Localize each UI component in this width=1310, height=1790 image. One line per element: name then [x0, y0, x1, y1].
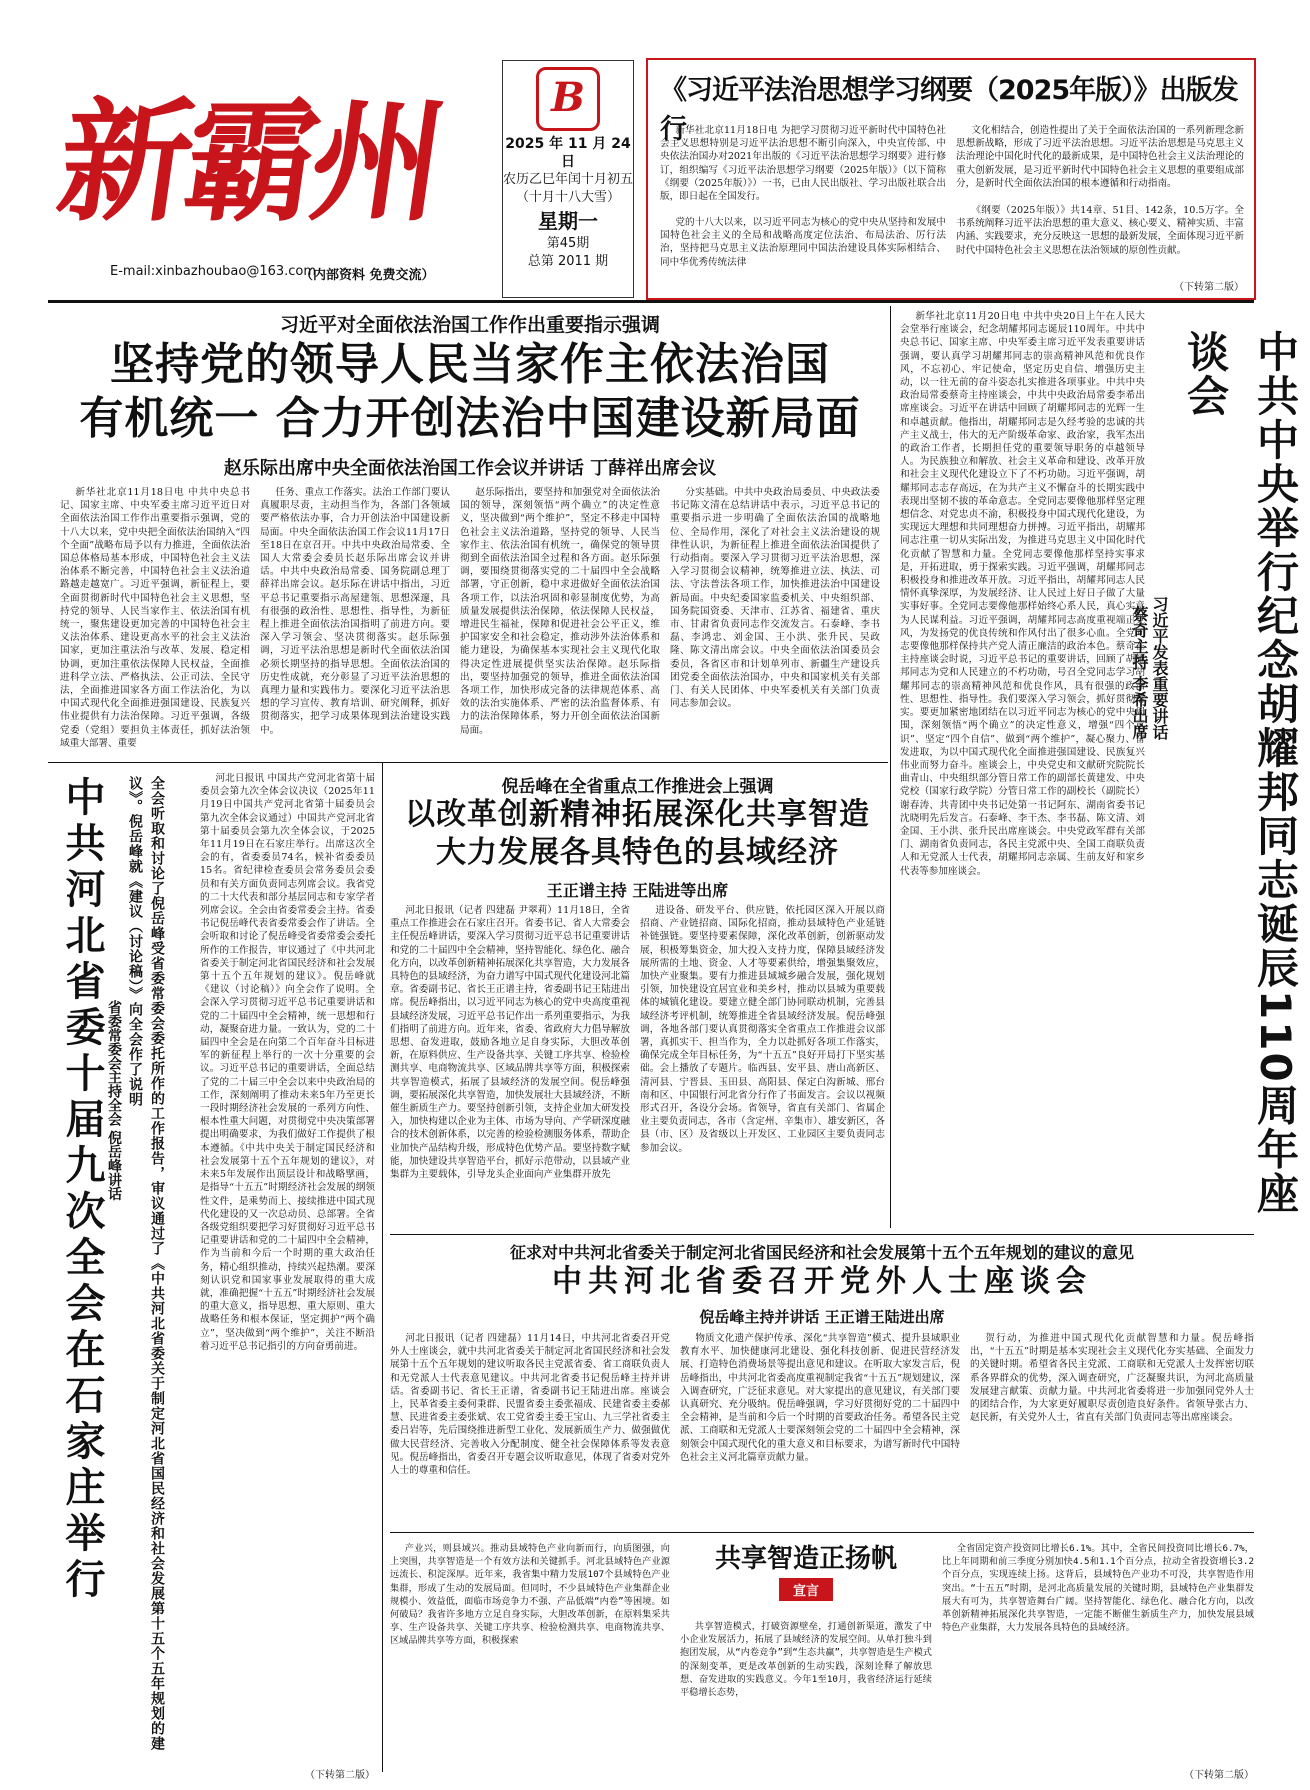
bazhou-logo-icon: B	[536, 67, 600, 131]
county-subhead: 王正谱主持 王陆进等出席	[546, 881, 729, 900]
top-story-col1: 新华社北京11月18日电 为把学习贯彻习近平新时代中国特色社会主义思想特别是习近平法治思想不断引向深入，中央宣传部、中央依法治国办对2021年出版的《习近平法治思想学习纲要》进行修订，组织编写《习近平法治思想学习纲要（2025年版）》（以下简称《纲要（2025年版）》）一书，已由人民出版社、学习出版社联合出版，即日起在全国发行。	[660, 125, 946, 203]
masthead-rule	[48, 300, 1254, 303]
commentary-byline: 宣言	[779, 1578, 833, 1601]
lead-headline-line2: 有机统一 合力开创法治中国建设新局面	[79, 393, 861, 444]
consult-col1: 河北日报讯（记者 四建磊）11月14日，中共河北省委召开党外人士座谈会，就中共河北省委关于制定河北省国民经济和社会发展第十五个五年规划的建议听取各民主党派省委、省工商联负责人和无党派人士代表意见建议。中共河北省委书记倪岳峰主持并讲话。省委副书记、省长王正谱，省委副书记王陆进出席。座谈会上，民革省委主委何秉群、民盟省委主委张福成、民建省委主委郝慧、民进省委主委张斌、农工党省委主委王宝山、九三学社省委主委吕岩等，先后围绕推进新型工业化、发展新质生产力、做强做优做大民营经济、完善收入分配制度、健全社会保障体系等发表意见。倪岳峰指出，省委召开专题会议听取意见，体现了省委对党外人士的尊重和信任。	[390, 1333, 670, 1477]
lower-rule	[390, 1234, 1254, 1235]
commentary-continued: （下转第二版）	[1184, 1770, 1254, 1781]
top-story-col2b: 《纲要（2025年版）》共14章、51目、142条，10.5万字。全书系统阐释习近平法治思想的重大意义、核心要义、精神实质、丰富内涵、实践要求，充分反映这一思想的最新发展，全面体现习近平新时代中国特色社会主义思想在法治领域的原创性贡献。	[956, 205, 1244, 256]
lead-col3: 赵乐际指出，要坚持和加强党对全面依法治国的领导，深刻领悟“两个确立”的决定性意义，坚决做到“两个维护”，坚定不移走中国特色社会主义法治道路，坚持党的领导、人民当家作主、依法治国有机统一，确保党的领导贯彻到全面依法治国全过程和各方面。赵乐际强调，要围绕贯彻落实党的二十届四中全会战略部署，守正创新，稳中求进做好全面依法治国各项工作，以法治巩固和彰显制度优势，为高质量发展提供法治保障，依法保障人民权益，增进民生福祉，保障和促进社会公平正义，维护国家安全和社会稳定，推动涉外法治体系和能力建设，为确保基本实现社会主义现代化取得决定性进展提供坚实法治保障。赵乐际指出，要坚持加强党的领导，推进全面依法治国各项工作，加快形成完备的法律规范体系、高效的法治实施体系、严密的法治监督体系、有力的法治保障体系，努力开创全面依法治国新局面。	[460, 487, 660, 736]
plenum-headline: 中共河北省委十届九次全会在石家庄举行	[59, 776, 105, 1604]
commentary-col3: 全省固定资产投资同比增长6.1%。其中，全省民间投资同比增长6.7%，比上年同期和前三季度分别加快4.5和1.1个百分点，拉动全省投资增长3.2个百分点，实现连续上扬。这背后，县域特色产业功不可没，共享智造作用突出。“十五五”时期，是河北高质量发展的关键时期，县域特色产业集群发展大有可为，共享智造舞台广阔。坚持智能化、绿色化、融合化方向，以改革创新精神拓展深化共享智造，一定能不断催生新质生产力，加快发展县域特色产业集群，大力发展各具特色的县域经济。	[942, 1543, 1254, 1634]
plenum-sub2: 省委常委会主持全会 倪岳峰讲话	[106, 1000, 122, 1201]
top-story-box	[646, 58, 1256, 300]
plenum-sub1: 全会听取和讨论了倪岳峰受省委常委会委托所作的工作报告，审议通过了《中共河北省委关于制定河北省国民经济和社会发展第十五个五年规划的建议》。倪岳峰就《建议（讨论稿）》向全会作了说明	[127, 776, 165, 1751]
top-story-continued: （下转第二版）	[1174, 282, 1244, 293]
consult-headline: 中共河北省委召开党外人士座谈会	[552, 1264, 1092, 1299]
lead-col4: 分实基础。中共中央政治局委员、中央政法委书记陈文清在总结讲话中表示，习近平总书记的重要指示进一步明确了全面依法治国的战略地位、全局作用，深化了对社会主义法治建设的规律性认识，为新征程上推进全面依法治国提供了行动指南。要深入学习贯彻习近平法治思想，深入学习贯彻会议精神，统筹推进立法、执法、司法、守法普法各项工作，加快推进法治中国建设新局面。中央纪委国家监委机关、中央组织部、国务院国资委、天津市、江苏省、福建省、重庆市、甘肃省负责同志作交流发言。石泰峰、李书磊、李鸿忠、刘金国、王小洪、张升民、吴政隆、陈文清出席会议。中央全面依法治国委员会委员，各省区市和计划单列市、新疆生产建设兵团党委全面依法治国办，中央和国家机关有关部门、有关人民团体、中央军委机关有关部门负责同志参加会议。	[670, 487, 880, 710]
side-story-sub2: 蔡奇主持 李希出席	[1130, 606, 1149, 740]
lead-headline-line1: 坚持党的领导人民当家作主依法治国	[110, 339, 830, 390]
consult-col3: 贺行动，为推进中国式现代化贡献智慧和力量。倪岳峰指出，“十五五”时期是基本实现社会主义现代化夯实基础、全面发力的关键时期。希望省各民主党派、工商联和无党派人士发挥密切联系各界群众的优势，深入调查研究，广泛凝聚共识，为河北高质量发展建言献策、贡献力量。中共河北省委将进一步加强同党外人士的团结合作，为大家更好履职尽责创造良好条件。省领导张古力、赵民新，有关党外人士，省直有关部门负责同志等出席座谈会。	[970, 1333, 1254, 1424]
total-issue-number: 总第 2011 期	[527, 254, 609, 269]
commentary-col2: 共享智造模式，打破资源壁垒，打通创新渠道，激发了中小企业发展活力，拓展了县域经济的发展空间。从单打独斗到抱团发展，从“内卷竞争”到“生态共赢”，共享智造是生产模式的深刻变革，更是改革创新的生动实践，深刻诠释了解放思想、奋发进取的实践意义。今年1至10月，我省经济运行延续平稳增长态势，	[680, 1621, 932, 1699]
date-box	[502, 60, 634, 298]
consult-col2: 物质文化遗产保护传承、深化“共享智造”模式、提升县域职业教育水平、加快健康河北建设、强化科技创新、促进民营经济发展、打造特色消费场景等提出意见和建议。在听取大家发言后，倪岳峰指出，中共河北省委高度重视制定我省“十五五”规划建议，深入调查研究，广泛征求意见。对大家提出的意见建议，有关部门要认真研究、充分吸纳。倪岳峰强调，学习好贯彻好党的二十届四中全会精神，是当前和今后一个时期的首要政治任务。希望各民主党派、工商联和无党派人士要深刻领会党的二十届四中全会精神，深刻领会中国式现代化的重大意义和目标要求，为谱写新时代中国特色社会主义河北篇章贡献力量。	[680, 1333, 960, 1463]
commentary-title-box	[680, 1540, 932, 1614]
side-story-body: 新华社北京11月20日电 中共中央20日上午在人民大会堂举行座谈会，纪念胡耀邦同志诞辰110周年。中共中央总书记、国家主席、中央军委主席习近平发表重要讲话强调，要认真学习胡耀邦同志的崇高精神风范和优良作风，不忘初心、牢记使命，坚定历史自信、增强历史主动，以一往无前的奋斗姿态扎实推进各项事业。中共中央政治局常委蔡奇主持座谈会，中共中央政治局常委李希出席座谈会。习近平在讲话中回顾了胡耀邦同志的光辉一生和卓越贡献。他指出，胡耀邦同志是久经考验的忠诚的共产主义战士，伟大的无产阶级革命家、政治家，我军杰出的政治工作者，长期担任党的重要领导职务的卓越领导人。为民族独立和解放、社会主义革命和建设、改革开放和社会主义现代化建设立下了不朽功勋。习近平强调，胡耀邦同志志存高远，在为共产主义不懈奋斗的长期实践中表现出坚韧不拔的革命意志。全党同志要像他那样坚定理想信念、对党忠贞不渝，积极投身中国式现代化建设，为实现远大理想和共同理想奋力拼搏。习近平指出，胡耀邦同志注重一切从实际出发，为推进马克思主义中国化时代化贡献了智慧和力量。全党同志要像他那样坚持实事求是，开拓进取，勇于探索实践。习近平强调，胡耀邦同志积极投身和推进改革开放。习近平指出，胡耀邦同志人民情怀真挚深厚，为发展经济、让人民过上好日子做了大量实事好事。全党同志要像他那样始终心系人民，真心实意为人民谋利益。习近平强调，胡耀邦同志高度重视端正党风，为发扬党的优良传统和作风付出了很多心血。全党同志要像他那样保持共产党人清正廉洁的政治本色。蔡奇在主持座谈会时说，习近平总书记的重要讲话，回顾了胡耀邦同志为党和人民建立的不朽功勋，号召全党同志学习胡耀邦同志的崇高精神风范和优良作风，具有很强的政治性、思想性、指导性。我们要深入学习领会，抓好贯彻落实。要更加紧密地团结在以习近平同志为核心的党中央周围，深刻领悟“两个确立”的决定性意义，增强“四个意识”、坚定“四个自信”、做到“两个维护”，凝心聚力、奋发进取，为以中国式现代化全面推进强国建设、民族复兴伟业而努力奋斗。座谈会上，中央党史和文献研究院院长曲青山、中央组织部分管日常工作的副部长黄建发、中央党校（国家行政学院）分管日常工作的副校长（副院长）谢春涛、共青团中央书记处第一书记阿东、湖南省委书记沈晓明先后发言。石泰峰、李干杰、李书磊、陈文清、刘金国、王小洪、张升民出席座谈会。中央党政军群有关部门、湖南省负责同志，各民主党派中央、全国工商联负责人和无党派人士代表，胡耀邦同志亲属、生前友好和家乡代表等参加座谈会。	[900, 311, 1145, 877]
top-story-col1b: 党的十八大以来，以习近平同志为核心的党中央从坚持和发展中国特色社会主义的全局和战略高度定位法治、布局法治、厉行法治，坚持把马克思主义法治原理同中国法治建设具体实际相结合、同中华优秀传统法律	[660, 217, 946, 268]
commentary-col1: 产业兴，则县域兴。推动县域特色产业向新而行，向质图强，向上突围，共享智造是一个有效方法和关键抓手。河北县域特色产业源远流长、积淀深厚。近年来，我省集中精力发展107个县域特色产业集群，形成了生动的发展局面。但同时，不少县域特色产业集群企业规模小、效益低，面临市场竞争力不强、产品低端“内卷”等困境。如何破局？我省许多地方立足自身实际，大胆改革创新，在原料集采共享、生产设备共享、关键工序共享、检验检测共享、电商物流共享、区域品牌共享等方面，积极探索	[390, 1543, 670, 1647]
left-divider	[382, 762, 383, 1772]
consult-subhead: 倪岳峰主持并讲话 王正谱王陆进出席	[699, 1308, 945, 1326]
bottom-rule	[390, 1532, 1254, 1533]
lead-subhead: 赵乐际出席中央全面依法治国工作会议并讲话 丁薛祥出席会议	[223, 458, 717, 479]
masthead-email: E-mail:xinbazhoubao@163.com	[110, 264, 317, 279]
county-headline-line1: 以改革创新精神拓展深化共享智造	[405, 797, 870, 832]
side-divider	[890, 306, 891, 1228]
lunar-date: 农历乙巳年闰十月初五	[503, 172, 634, 187]
newspaper-title: 新霸州	[49, 85, 449, 240]
plenum-body: 河北日报讯 中国共产党河北省第十届委员会第九次全体会议决议（2025年11月19日中国共产党河北省第十届委员会第九次全体会议通过）中国共产党河北省第十届委员会第九次全体会议，于2025年11月19日在石家庄举行。出席这次全会的有，省委委员74名，候补省委委员15名。省纪律检查委员会常务委员会委员和有关方面负责同志列席会议。我省党的二十大代表和部分基层同志和专家学者列席会议。全会由省委常委会主持。省委书记倪岳峰代表省委常委会作了讲话。全会听取和讨论了倪岳峰受省委常委会委托所作的工作报告，审议通过了《中共河北省委关于制定河北省国民经济和社会发展第十五个五年规划的建议》。倪岳峰就《建议（讨论稿）》向全会作了说明。全会深入学习贯彻习近平总书记重要讲话和党的二十届四中全会精神，统一思想和行动，凝聚奋进力量。一致认为，党的二十届四中全会是在向第二个百年奋斗目标进军的新征程上举行的一次十分重要的会议。习近平总书记的重要讲话，全面总结了党的二十届三中全会以来中央政治局的工作，深刻阐明了推动未来5年乃至更长一段时期经济社会发展的一系列方向性、根本性重大问题，对贯彻党中央决策部署提出明确要求，为我们做好工作提供了根本遵循。《中共中央关于制定国民经济和社会发展第十五个五年规划的建议》，对未来5年发展作出顶层设计和战略擘画，是指导“十五五”时期经济社会发展的纲领性文件，是乘势而上、接续推进中国式现代化建设的又一次总动员、总部署。全省各级党组织要把学习好贯彻好习近平总书记重要讲话和党的二十届四中全会精神，作为当前和今后一个时期的重大政治任务，精心组织推动，持续兴起热潮。要深刻认识党和国家事业发展取得的重大成就，准确把握“十五五”时期经济社会发展的重大意义，指导思想、重大原则、重大战略任务和根本保证，坚定拥护“两个确立”，坚决做到“两个维护”，关注不断沿着习近平总书记指引的方向奋勇前进。	[200, 773, 375, 1352]
lead-kicker: 习近平对全面依法治国工作作出重要指示强调	[279, 314, 660, 336]
top-story-col2: 文化相结合，创造性提出了关于全面依法治国的一系列新理念新思想新战略，形成了习近平法治思想。习近平法治思想是马克思主义法治理论中国化时代化的最新成果，是中国特色社会主义法治理论的重大创新发展，是习近平新时代中国特色社会主义思想的重要组成部分，是新时代全面依法治国的根本遵循和行动指南。	[956, 125, 1244, 189]
county-col2: 进设备、研发平台、供应链，依托园区深入开展以商招商、产业链招商、国际化招商，推动县域特色产业延链补链强链。要坚持要素保障，深化改革创新，创新驱动发展，积极筹集资金，加大投入支持力度，保障县域经济发展所需的土地、资金、人才等要素供给，增强集聚效应，加快产业聚集。要有力推进县域城乡融合发展，强化规划引领，加快建设宜居宜业和美乡村，推动以县城为重要载体的城镇化建设。要建立健全部门协同联动机制，完善县域经济考评机制，统筹推进全省县域经济发展。倪岳峰强调，各地各部门要认真贯彻落实全省重点工作推进会议部署，真抓实干、担当作为，全力以赴抓好各项工作落实，确保完成全年目标任务，为“十五五”良好开局打下坚实基础。会上播放了专题片。临西县、安平县、唐山高新区、清河县、宁晋县、玉田县、高阳县、保定白沟新城、邢台南和区、中国银行河北省分行作了书面发言。会议以视频形式召开，各设分会场。省领导，省直有关部门、省属企业主要负责同志，各市（含定州、辛集市）、雄安新区，各县（市、区）及省级以上开发区、工业园区主要负责同志参加会议。	[640, 905, 885, 1154]
top-story-headline: 《习近平法治思想学习纲要（2025年版）》出版发行	[660, 75, 1238, 145]
issue-date: 2025 年 11 月 24 日	[505, 136, 631, 170]
lead-col1: 新华社北京11月18日电 中共中央总书记、国家主席、中央军委主席习近平近日对全面依法治国工作作出重要指示强调，党的十八大以来，党中央把全面依法治国纳入“四个全面”战略布局予以有力推进，全面依法治国总体格局基本形成，中国特色社会主义法治体系不断完善，中国特色社会主义法治道路越走越宽广。习近平强调，新征程上，要全面贯彻新时代中国特色社会主义思想，坚持党的领导、人民当家作主、依法治国有机统一，聚焦建设更加完善的中国特色社会主义法治体系、建设更高水平的社会主义法治国家，更加注重法治与改革、发展、稳定相协调，更加注重依法保障人民权益，全面推进科学立法、严格执法、公正司法、全民守法，全面推进国家各方面工作法治化，为以中国式现代化全面推进强国建设、民族复兴伟业提供有力法治保障。习近平强调，各级党委（党组）要担负主体责任，抓好法治领域重大部署、重要	[60, 487, 250, 749]
side-story-headline: 中共中央举行纪念胡耀邦同志诞辰110周年座谈会	[1181, 330, 1300, 1216]
issue-number: 第45期	[546, 236, 590, 251]
commentary-title: 共享智造正扬帆	[714, 1544, 897, 1574]
lead-col2: 任务、重点工作落实。法治工作部门要认真履职尽责，主动担当作为，各部门各领域要严格依法办事，合力开创法治中国建设新局面。中央全面依法治国工作会议11月17日至18日在京召开。中共中央政治局常委、全国人大常委会委员长赵乐际出席会议并讲话。中共中央政治局常委、国务院副总理丁薛祥出席会议。赵乐际在讲话中指出，习近平总书记重要指示高屋建瓴、思想深邃，具有很强的政治性、思想性、指导性，为新征程上推进全面依法治国指明了前进方向。要深入学习领会、坚决贯彻落实。赵乐际强调，习近平法治思想是新时代全面依法治国必须长期坚持的指导思想。全面依法治国的历史性成就，充分彰显了习近平法治思想的真理力量和实践伟力。要深化习近平法治思想的学习宣传、教育培训、研究阐释，抓好贯彻落实，把学习成果体现到法治建设实践中。	[260, 487, 450, 736]
masthead-note: （内部资料 免费交流）	[300, 268, 435, 283]
county-col1: 河北日报讯（记者 四建磊 尹翠莉）11月18日，全省重点工作推进会在石家庄召开。省委书记、省人大常委会主任倪岳峰讲话，要深入学习贯彻习近平总书记重要讲话和党的二十届四中全会精神，坚持智能化、绿色化、融合化方向，以改革创新精神拓展深化共享智造，大力发展各具特色的县域经济，为奋力谱写中国式现代化建设河北篇章。省委副书记、省长王正谱主持，省委副书记王陆进出席。倪岳峰指出，以习近平同志为核心的党中央高度重视县域经济发展，习近平总书记作出一系列重要指示，为我们指明了前进方向。近年来，省委、省政府大力倡导解放思想、奋发进取，鼓励各地立足自身实际，大胆改革创新，在原料供应、生产设备共享、关键工序共享、检验检测共享、电商物流共享、区域品牌共享等方面，积极探索共享智造模式，拓展了县域经济的发展空间。倪岳峰强调，要拓展深化共享智造，加快发展壮大县域经济，不断催生新质生产力。要坚持创新引领，支持企业加大研发投入，加快构建以企业为主体、市场为导向、产学研深度融合的技术创新体系，以完善的检验检测服务体系，帮助企业加快产品结构升级，形成特色优势产品。要坚持数字赋能，加快建设共享智造平台，抓好示范带动，以县域产业集群为主要载体，引导龙头企业面向产业集群开放先	[390, 905, 630, 1181]
plenum-continued: （下转第二版）	[305, 1770, 375, 1781]
weekday: 星期一	[538, 209, 598, 233]
consult-kicker: 征求对中共河北省委关于制定河北省国民经济和社会发展第十五个五年规划的建议的意见	[509, 1243, 1134, 1262]
mid-rule	[48, 762, 888, 763]
side-story-sub1: 习近平发表重要讲话	[1150, 596, 1169, 740]
solar-term: （十月十八大雪）	[515, 190, 620, 205]
county-kicker: 倪岳峰在全省重点工作推进会上强调	[501, 777, 774, 797]
county-headline-line2: 大力发展各具特色的县域经济	[436, 835, 839, 870]
